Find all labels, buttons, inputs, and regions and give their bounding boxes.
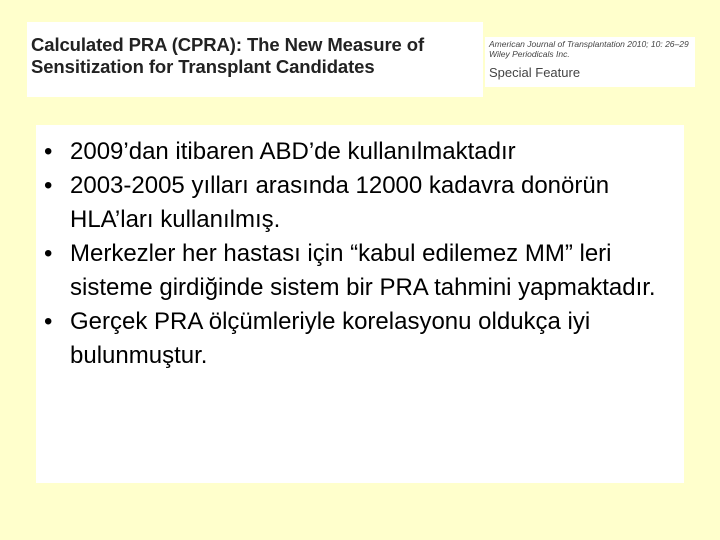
article-title-image bbox=[27, 22, 483, 97]
bullet-icon: • bbox=[44, 240, 53, 267]
slide-content-box bbox=[36, 125, 684, 483]
journal-citation-line-1: American Journal of Transplantation 2010; 10: 26–29 bbox=[489, 39, 689, 49]
bullet-text: 2009’dan itibaren ABD’de kullanılmaktadır bbox=[70, 138, 516, 165]
article-title-line-2: Sensitization for Transplant Candidates bbox=[31, 56, 375, 77]
bullet-text: Gerçek PRA ölçümleriyle korelasyonu oldukça iyi bulunmuştur. bbox=[70, 308, 591, 369]
bullet-item bbox=[36, 305, 684, 373]
bullet-item bbox=[36, 169, 684, 237]
bullet-item bbox=[36, 237, 684, 305]
bullet-text: Merkezler her hastası için “kabul edilemez MM” leri sisteme girdiğinde sistem bir PRA tahmini yapmaktadır. bbox=[70, 240, 656, 301]
bullet-icon: • bbox=[44, 138, 53, 165]
journal-citation-image bbox=[485, 37, 695, 87]
journal-section-label: Special Feature bbox=[489, 65, 581, 80]
bullet-text: 2003-2005 yılları arasında 12000 kadavra donörün HLA’ları kullanılmış. bbox=[70, 172, 610, 233]
bullet-icon: • bbox=[44, 172, 53, 199]
bullet-list bbox=[36, 135, 684, 373]
journal-citation-line-2: Wiley Periodicals Inc. bbox=[489, 49, 570, 59]
bullet-item bbox=[36, 135, 684, 169]
bullet-icon: • bbox=[44, 308, 53, 335]
article-title-line-1: Calculated PRA (CPRA): The New Measure of bbox=[31, 34, 425, 55]
